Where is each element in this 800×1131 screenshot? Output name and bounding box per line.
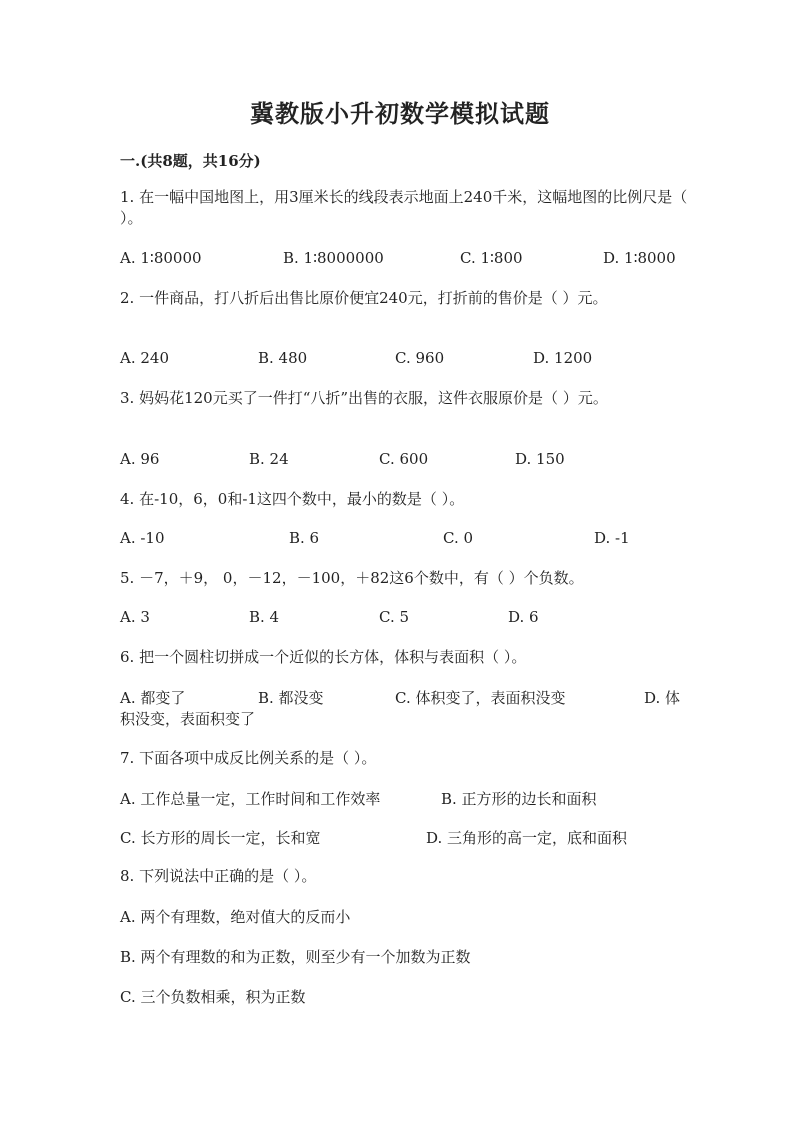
question-8-option-c: C. 三个负数相乘，积为正数 <box>120 988 306 1006</box>
question-2-option-c: C. 960 <box>395 349 445 367</box>
question-8-option-b: B. 两个有理数的和为正数，则至少有一个加数为正数 <box>120 948 471 966</box>
question-3-option-a: A. 96 <box>120 450 160 468</box>
question-4-option-a: A. -10 <box>120 529 165 547</box>
question-5-option-c: C. 5 <box>379 608 410 626</box>
question-6-option-a: A. 都变了 <box>120 689 186 707</box>
question-7-option-a: A. 工作总量一定，工作时间和工作效率 <box>120 790 381 808</box>
question-4-stem: 4. 在-10，6，0和-1这四个数中，最小的数是（ ）。 <box>120 490 465 508</box>
question-1-option-a: A. 1∶80000 <box>120 249 202 267</box>
question-7-stem: 7. 下面各项中成反比例关系的是（ ）。 <box>120 749 377 767</box>
question-7-option-b: B. 正方形的边长和面积 <box>441 790 597 808</box>
question-3-option-b: B. 24 <box>249 450 289 468</box>
question-5-option-b: B. 4 <box>249 608 280 626</box>
question-6-stem: 6. 把一个圆柱切拼成一个近似的长方体，体积与表面积（ ）。 <box>120 648 527 666</box>
question-4-option-c: C. 0 <box>443 529 474 547</box>
question-1-option-d: D. 1∶8000 <box>603 249 676 267</box>
question-1-stem: 1. 在一幅中国地图上，用3厘米长的线段表示地面上240千米，这幅地图的比例尺是（ ）。 <box>120 188 688 227</box>
question-2-option-d: D. 1200 <box>533 349 593 367</box>
question-1-option-b: B. 1∶8000000 <box>283 249 384 267</box>
question-5-option-a: A. 3 <box>120 608 150 626</box>
question-6-option-d-continued: 积没变，表面积变了 <box>120 710 256 728</box>
question-5-stem: 5. －7，＋9， 0，－12，－100，＋82这6个数中，有（ ）个负数。 <box>120 569 584 587</box>
question-1-option-c: C. 1∶800 <box>460 249 523 267</box>
page-title: 冀教版小升初数学模拟试题 <box>250 99 550 128</box>
section-heading: 一.(共8题，共16分) <box>120 152 261 170</box>
question-8-option-a: A. 两个有理数，绝对值大的反而小 <box>120 908 351 926</box>
question-4-option-b: B. 6 <box>289 529 320 547</box>
question-5-option-d: D. 6 <box>508 608 539 626</box>
question-3-option-c: C. 600 <box>379 450 429 468</box>
question-3-option-d: D. 150 <box>515 450 565 468</box>
question-2-option-b: B. 480 <box>258 349 308 367</box>
question-7-option-d: D. 三角形的高一定，底和面积 <box>426 829 628 847</box>
question-8-stem: 8. 下列说法中正确的是（ ）。 <box>120 867 317 885</box>
question-7-option-c: C. 长方形的周长一定，长和宽 <box>120 829 321 847</box>
question-2-stem: 2. 一件商品，打八折后出售比原价便宜240元，打折前的售价是（ ）元。 <box>120 289 608 307</box>
question-6-option-c: C. 体积变了，表面积没变 <box>395 689 566 707</box>
question-6-option-d: D. 体 <box>644 689 681 707</box>
question-2-option-a: A. 240 <box>120 349 169 367</box>
question-6-option-b: B. 都没变 <box>258 689 324 707</box>
question-3-stem: 3. 妈妈花120元买了一件打“八折”出售的衣服，这件衣服原价是（ ）元。 <box>120 389 608 407</box>
question-4-option-d: D. -1 <box>594 529 630 547</box>
